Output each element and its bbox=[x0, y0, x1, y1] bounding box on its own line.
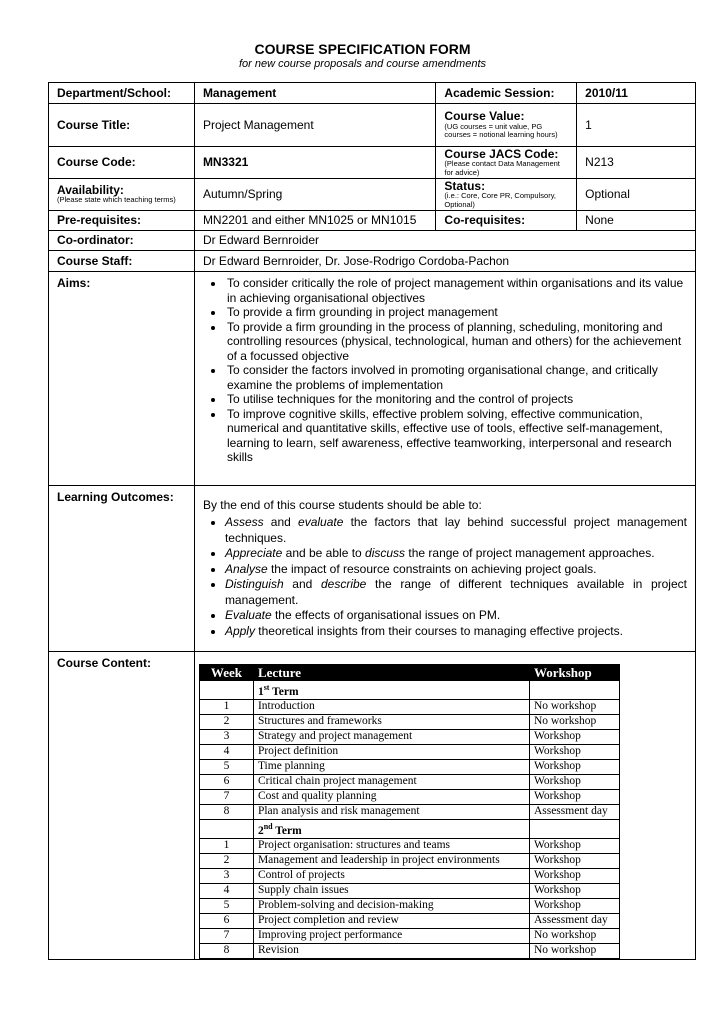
content-row bbox=[199, 789, 619, 804]
content-row bbox=[199, 868, 619, 883]
content-row bbox=[199, 774, 619, 789]
aims-label: Aims: bbox=[49, 272, 195, 486]
workshop-cell: Workshop bbox=[529, 868, 619, 883]
content-row bbox=[199, 943, 619, 958]
course-code-label: Course Code: bbox=[49, 147, 195, 179]
week-cell: 1 bbox=[199, 838, 253, 853]
dept-label: Department/School: bbox=[49, 83, 195, 104]
jacs-value: N213 bbox=[577, 147, 696, 179]
lecture-cell: Control of projects bbox=[253, 868, 529, 883]
lecture-cell: Plan analysis and risk management bbox=[253, 804, 529, 819]
week-cell: 1 bbox=[199, 699, 253, 714]
course-value-cell bbox=[436, 104, 577, 147]
lecture-cell: Project completion and review bbox=[253, 913, 529, 928]
lecture-header: Lecture bbox=[253, 665, 529, 681]
lecture-cell: Problem-solving and decision-making bbox=[253, 898, 529, 913]
session-label: Academic Session: bbox=[436, 83, 577, 104]
lecture-cell: Improving project performance bbox=[253, 928, 529, 943]
content-row bbox=[199, 759, 619, 774]
term2-label: 2nd Term bbox=[253, 819, 529, 838]
term1-body bbox=[199, 681, 619, 820]
jacs-label: Course JACS Code: bbox=[444, 146, 559, 161]
learning-outcome-item: • Apply theoretical insights from their courses to managing effective projects. bbox=[225, 624, 687, 640]
coreq-value: None bbox=[577, 211, 696, 231]
content-row bbox=[199, 913, 619, 928]
workshop-cell: No workshop bbox=[529, 943, 619, 958]
week-cell: 8 bbox=[199, 943, 253, 958]
week-header: Week bbox=[199, 665, 253, 681]
lecture-cell: Supply chain issues bbox=[253, 883, 529, 898]
learning-outcomes-cell bbox=[194, 486, 695, 652]
week-cell: 8 bbox=[199, 804, 253, 819]
content-row bbox=[199, 883, 619, 898]
aim-item: • To improve cognitive skills, effective problem solving, effective communication, numerical and quantitative skills, effective use of tools, effective self-management, learning to learn, self awareness, effective teamworking, interpersonal and research skills bbox=[225, 407, 687, 465]
lecture-cell: Critical chain project management bbox=[253, 774, 529, 789]
status-cell bbox=[436, 179, 577, 211]
week-cell: 3 bbox=[199, 868, 253, 883]
content-header-row bbox=[199, 665, 619, 681]
week-cell: 4 bbox=[199, 744, 253, 759]
term2-row bbox=[199, 819, 619, 838]
workshop-cell: Workshop bbox=[529, 789, 619, 804]
learning-outcomes-list bbox=[203, 515, 687, 639]
course-value-label: Course Value: bbox=[444, 109, 525, 124]
aim-item: • To provide a firm grounding in the process of planning, scheduling, monitoring and controlling resources (physical, technological, human and others) for the achievement of a focussed objective bbox=[225, 320, 687, 364]
course-content-cell bbox=[194, 652, 695, 960]
course-title-value: Project Management bbox=[194, 104, 435, 147]
workshop-cell: No workshop bbox=[529, 714, 619, 729]
week-cell: 2 bbox=[199, 853, 253, 868]
aims-cell bbox=[194, 272, 695, 486]
workshop-cell: Workshop bbox=[529, 759, 619, 774]
week-cell: 6 bbox=[199, 774, 253, 789]
status-value: Optional bbox=[577, 179, 696, 211]
learning-outcomes-label: Learning Outcomes: bbox=[49, 486, 195, 652]
availability-cell bbox=[49, 179, 195, 211]
jacs-cell bbox=[436, 147, 577, 179]
workshop-cell: Workshop bbox=[529, 883, 619, 898]
learning-outcome-item: • Evaluate the effects of organisational issues on PM. bbox=[225, 608, 687, 624]
availability-value: Autumn/Spring bbox=[194, 179, 435, 211]
lecture-cell: Cost and quality planning bbox=[253, 789, 529, 804]
content-row bbox=[199, 928, 619, 943]
session-value: 2010/11 bbox=[577, 83, 696, 104]
status-note: (i.e.: Core, Core PR, Compulsory, Optional) bbox=[444, 191, 556, 209]
workshop-cell: No workshop bbox=[529, 928, 619, 943]
lecture-cell: Time planning bbox=[253, 759, 529, 774]
coordinator-value: Dr Edward Bernroider bbox=[194, 231, 695, 251]
content-row bbox=[199, 729, 619, 744]
workshop-cell: No workshop bbox=[529, 699, 619, 714]
aim-item: • To provide a firm grounding in project management bbox=[225, 305, 687, 320]
coreq-label: Co-requisites: bbox=[436, 211, 577, 231]
aim-item: • To utilise techniques for the monitoring and the control of projects bbox=[225, 392, 687, 407]
week-cell: 6 bbox=[199, 913, 253, 928]
workshop-cell: Assessment day bbox=[529, 804, 619, 819]
page-subtitle: for new course proposals and course amendments bbox=[238, 58, 487, 70]
course-spec-table bbox=[48, 82, 696, 960]
content-row bbox=[199, 804, 619, 819]
learning-outcome-item: • Distinguish and describe the range of different techniques available in project management. bbox=[225, 577, 687, 608]
lecture-cell: Project definition bbox=[253, 744, 529, 759]
jacs-note: (Please contact Data Management for advice) bbox=[444, 159, 560, 177]
learning-outcome-item: • Appreciate and be able to discuss the range of project management approaches. bbox=[225, 546, 687, 562]
lecture-cell: Revision bbox=[253, 943, 529, 958]
lecture-cell: Management and leadership in project environments bbox=[253, 853, 529, 868]
workshop-cell: Workshop bbox=[529, 838, 619, 853]
content-row bbox=[199, 838, 619, 853]
content-row bbox=[199, 714, 619, 729]
term2-body bbox=[199, 819, 619, 958]
week-cell: 5 bbox=[199, 759, 253, 774]
course-title-label: Course Title: bbox=[49, 104, 195, 147]
course-value-note: (UG courses = unit value, PG courses = notional learning hours) bbox=[444, 121, 558, 140]
learning-outcome-item: • Analyse the impact of resource constraints on achieving project goals. bbox=[225, 562, 687, 578]
lecture-cell: Project organisation: structures and teams bbox=[253, 838, 529, 853]
content-row bbox=[199, 853, 619, 868]
workshop-cell: Workshop bbox=[529, 898, 619, 913]
coordinator-label: Co-ordinator: bbox=[49, 231, 195, 251]
week-cell: 4 bbox=[199, 883, 253, 898]
workshop-cell: Assessment day bbox=[529, 913, 619, 928]
course-content-table bbox=[199, 664, 620, 959]
lecture-cell: Introduction bbox=[253, 699, 529, 714]
lecture-cell: Strategy and project management bbox=[253, 729, 529, 744]
dept-value: Management bbox=[194, 83, 435, 104]
lecture-cell: Structures and frameworks bbox=[253, 714, 529, 729]
learning-outcome-item: • Assess and evaluate the factors that lay behind successful project management techniques. bbox=[225, 515, 687, 546]
workshop-header: Workshop bbox=[529, 665, 619, 681]
staff-label: Course Staff: bbox=[49, 251, 195, 272]
week-cell: 2 bbox=[199, 714, 253, 729]
availability-note: (Please state which teaching terms) bbox=[57, 195, 176, 205]
course-content-label: Course Content: bbox=[49, 652, 195, 960]
status-label: Status: bbox=[444, 178, 486, 193]
prereq-value: MN2201 and either MN1025 or MN1015 bbox=[194, 211, 435, 231]
learning-outcomes-intro: By the end of this course students should be able to: bbox=[202, 498, 482, 512]
workshop-cell: Workshop bbox=[529, 744, 619, 759]
page-title: COURSE SPECIFICATION FORM bbox=[254, 41, 471, 57]
week-cell: 7 bbox=[199, 789, 253, 804]
staff-value: Dr Edward Bernroider, Dr. Jose-Rodrigo Cordoba-Pachon bbox=[194, 251, 695, 272]
term1-row bbox=[199, 681, 619, 700]
content-row bbox=[199, 898, 619, 913]
aim-item: • To consider critically the role of project management within organisations and its value in achieving organisational objectives bbox=[225, 276, 687, 305]
week-cell: 7 bbox=[199, 928, 253, 943]
aims-list bbox=[203, 276, 687, 465]
aim-item: • To consider the factors involved in promoting organisational change, and critically examine the problems of implementation bbox=[225, 363, 687, 392]
prereq-label: Pre-requisites: bbox=[49, 211, 195, 231]
term1-label: 1st Term bbox=[253, 681, 529, 700]
workshop-cell: Workshop bbox=[529, 853, 619, 868]
workshop-cell: Workshop bbox=[529, 729, 619, 744]
course-value-value: 1 bbox=[577, 104, 696, 147]
week-cell: 5 bbox=[199, 898, 253, 913]
week-cell: 3 bbox=[199, 729, 253, 744]
workshop-cell: Workshop bbox=[529, 774, 619, 789]
content-row bbox=[199, 744, 619, 759]
availability-label: Availability: bbox=[57, 182, 124, 197]
content-row bbox=[199, 699, 619, 714]
course-code-value: MN3321 bbox=[194, 147, 435, 179]
